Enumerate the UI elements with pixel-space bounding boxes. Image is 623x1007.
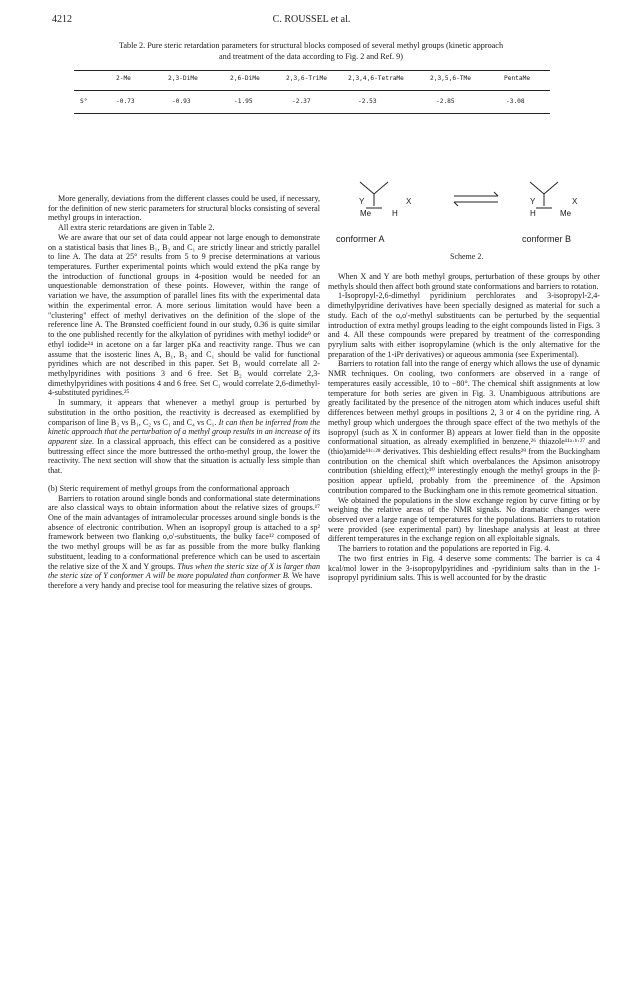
paragraph-text: In summary, it appears that whenever a methyl group is perturbed by substitution in the ortho position, the reactivity is decreased as exemplified by comparison of line B₂ vs B₁, C₂ vs C₁ and C₄ vs C₁. [48,398,320,427]
table-bottom-rule [74,113,550,114]
table-header-cell: 2,6-DiMe [230,75,260,82]
table-header-cell: 2,3,5,6-TMe [430,75,471,82]
table-header-cell: 2,3,6-TriMe [286,75,327,82]
right-column [328,272,600,583]
table-cell: -1.95 [234,98,253,105]
table-cell: -2.53 [358,98,377,105]
paragraph: All extra steric retardations are given in Table 2. [58,223,215,233]
scheme-label-y-b: Y [530,197,536,206]
scheme-label-me-b: Me [560,209,572,218]
table-cell: -3.08 [506,98,525,105]
table-cell: -2.37 [292,98,311,105]
paragraph: The barriers to rotation and the populations are reported in Fig. 4. [338,544,551,554]
italic-statement: Thus when the steric size of X is larger than the steric size of Y conformer A will be more populated than conformer B. [48,561,321,581]
table-header-cell: 2-Me [116,75,131,82]
conformer-a-label: conformer A [336,234,385,244]
scheme-label-h-a: H [392,209,398,218]
scheme-caption: Scheme 2. [450,252,484,261]
running-header-authors: C. ROUSSEL et al. [272,14,351,25]
paragraph: More generally, deviations from the different classes could be used, if necessary, for the definition of new steric parameters for structural blocks consisting of several methyl groups in interaction. [48,194,320,223]
paragraph: We are aware that our set of data could appear not large enough to demonstrate on a statistical basis that lines B₁, B₂ and C₁ are strictly linear and strictly parallel to line A. The data at 25° results from 5 to 9 precise determinations at various temperatures. Further experimental points which would extend the pKa range by the introduction of functional groups in 4-position would be needed for an unquestionable demonstration of these points. However, within the range of variation we have, the assumption of parallel lines fits with the experimental data within the experimental error. A more serious limitation would have been a "clustering" effect of methyl derivatives on the definition of the slope of the reference line A. The Brønsted coefficient found in our study, 0.36 is quite similar to the one published recently for the alkylation of pyridines with methyl iodide⁹ or ethyl iodide²⁴ in acetone on a far larger pKa and reactivity range. Thus we can assume that the isosteric lines A, B₁, B₂ and C₁ should be valid for functional pyridines which are not described in this paper. Set B₁ would correlate all 2-methylpyridines with positions 3 and 6 free. Set B₂ would correlate 2,3-dimethylpyridines with positions 4 and 6 free. Set C₁ would correlate 2,6-dimethyl-4-substituted pyridines.²⁵ [48,232,320,398]
scheme-2-figure [330,172,600,272]
table-cell: -0.73 [116,98,135,105]
table-header-row [74,75,550,87]
paragraph-text: Barriers to rotation around single bonds and conformational state determinations are also classical ways to obtain information about the relative sizes of groups.¹⁷ One of the main advantages of intramolecular processes around single bonds is the absence of electronic contribution. When an isopropyl group is attached to a sp² framework between two flanking o,o'-substituents, the bulky face¹² composed of the two methyl groups will be as far as possible from the more bulky flanking substituent, leading to a conformational preference which can be used to ascertain the relative size of the X and Y groups. [48,493,320,571]
paragraph: 1-Isopropyl-2,6-dimethyl pyridinium perchlorates and 3-isopropyl-2,4-dimethylpyridine derivatives have been specially designed as material for such a study. Each of the o,o'-methyl substituents can be perturbed by the sequential introduction of extra methyl groups leading to the eight compounds listed in Figs. 3 and 4. All these compounds were prepared by treatment of the corresponding pyrylium salts with either isopropylamine (which is the only alternative for the preparation of the 1-iPr derivatives) or aqueous ammonia (see Experimental). [328,291,600,359]
table-top-rule [74,70,550,71]
scheme-label-x-b: X [572,197,578,206]
table-data-row [74,98,550,110]
paragraph: When X and Y are both methyl groups, perturbation of these groups by other methyls should then affect both ground state conformations and barriers to rotation. [328,272,600,291]
table-caption-line-1: Table 2. Pure steric retardation parameters for structural blocks composed of several methyl groups (kinetic approach [118,41,504,50]
left-column [48,194,320,591]
scheme-label-y-a: Y [359,197,365,206]
paragraph: Barriers to rotation fall into the range of energy which allows the use of dynamic NMR techniques. On cooling, two conformers are observed in a range of temperatures easily accessible, 10 to −80°. The chemical shift assignments at low temperature for both series are given in Fig. 3. Unambiguous attributions are greatly facilitated by the presence of the nitrogen atom which induces useful shift differences between methyl groups in posiltions 2, 3 or 4 on the pyridine ring. A methyl group which undergoes the through space effect of the two methyls of the isopropyl (such as X in conformer B) appears at lower field than in the opposite conformational situation, as already exemplified in benzene,²⁶ thiazole¹¹ᵃ·ᵇ·²⁷ and (thio)amide¹¹ᶜ·²⁸ derivatives. This deshielding effect results²⁹ from the Buckingham contribution on the chemical shift which overbalances the Apsimon anisotropy contribution (shielding effect);³⁰ interestingly enough the methyl groups in the β-position appear upfield, probably from the preeminence of the Apsimon contribution compared to the Buckingham one in this remote geometrical situation. [328,359,600,495]
scheme-label-h-b: H [530,209,536,218]
table-caption-line-2: and treatment of the data according to Fig. 2 and Ref. 9) [219,52,403,61]
table-cell: -0.93 [172,98,191,105]
scheme-label-x-a: X [406,197,412,206]
paragraph: The two first entries in Fig. 4 deserve some comments: The barrier is ca 4 kcal/mol lower in the 3-isopropylpyridines and -pyridinium salts than in the 1-isopropyl pyridinium salts. This is well accounted for by the drastic [328,553,600,583]
table-header-cell: 2,3,4,6-TetraMe [348,75,404,82]
table-cell: -2.85 [436,98,455,105]
table-caption [76,40,546,62]
paragraph [48,398,320,476]
italic-statement: It can then be inferred from the kinetic approach that the perturbation of a methyl group results in an increase of its apparent size. [48,417,320,446]
table-header-cell: 2,3-DiMe [168,75,198,82]
table-mid-rule [74,90,550,91]
scheme-label-me-a: Me [360,209,372,218]
paragraph-text: We have therefore a very handy and precise tool for measuring the relative sizes of groups. [48,571,320,591]
paragraph: We obtained the populations in the slow exchange region by curve fitting or by weighing the relative areas of the NMR signals. No dramatic changes were observed over a large range of temperatures for the populations. Barriers to rotation were provided (see experimental part) by lineshape analysis at least at three different temperatures in the exchange region on all exploitable signals. [328,495,600,544]
section-heading: (b) Steric requirement of methyl groups from the conformational approach [48,483,290,493]
table-header-cell: PentaMe [504,75,531,82]
conformer-structures [330,172,600,232]
paragraph [48,494,320,591]
paragraph-text: In a classical approach, this effect can be considered as a positive buttressing effect since the more buttressed the ortho-methyl group, the lower the reactivity. The next section will show that the situation is actually less simple than that. [48,436,320,476]
table-row-label: S° [80,98,88,105]
page-number: 4212 [52,14,72,25]
conformer-b-label: conformer B [522,234,572,244]
